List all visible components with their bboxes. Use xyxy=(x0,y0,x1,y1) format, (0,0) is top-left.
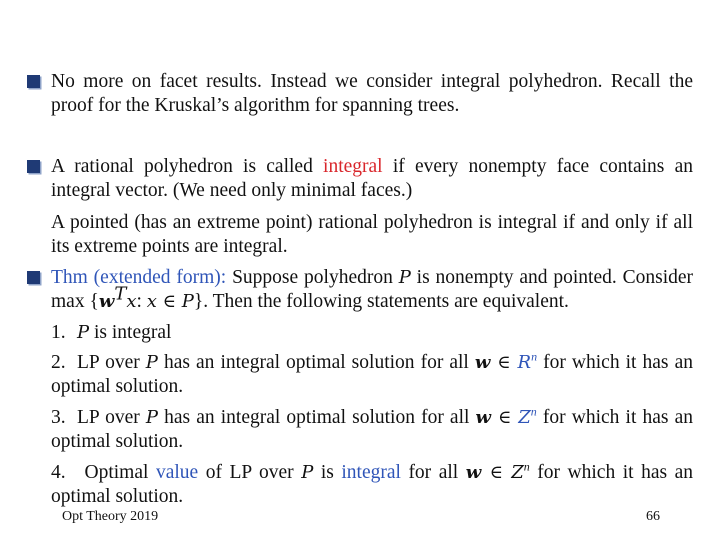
math-w: w xyxy=(475,407,492,428)
item-text: for which it has an optimal solution. xyxy=(51,462,693,507)
item-number: 4. xyxy=(51,462,66,483)
item-text: for which it has an optimal solution. xyxy=(51,407,693,452)
list-item-1 xyxy=(51,321,693,345)
item-text: LP over xyxy=(77,352,146,373)
theorem-label: Thm (extended form): xyxy=(51,267,227,288)
paragraph-text: A pointed (has an extreme point) rational polyhedron is integral if and only if all its extreme points are integral. xyxy=(51,212,693,257)
paragraph-text: if every nonempty face contains an integral vector. (We need only minimal faces.) xyxy=(51,156,693,201)
item-text: LP over xyxy=(77,407,146,428)
theorem-text: Suppose polyhedron xyxy=(226,267,399,288)
theorem-text: : xyxy=(136,291,147,312)
math-set-Z: Z xyxy=(511,462,524,483)
math-P: P xyxy=(77,322,90,343)
math-P: P xyxy=(301,462,314,483)
square-bullet-icon xyxy=(27,160,40,173)
footer-course-title: Opt Theory 2019 xyxy=(62,509,159,524)
math-x: x xyxy=(146,291,157,312)
square-bullet-icon xyxy=(27,271,40,284)
highlight-integral: integral xyxy=(323,156,383,177)
list-item-4 xyxy=(51,461,693,509)
item-text: for all xyxy=(400,462,466,483)
math-P: P xyxy=(145,352,158,373)
item-text: has an integral optimal solution for all xyxy=(158,407,476,428)
list-item-3 xyxy=(51,406,693,454)
square-bullet-icon xyxy=(27,75,40,88)
math-in: ∈ xyxy=(490,352,518,373)
math-set-R: R xyxy=(517,352,532,373)
footer-page-number: 66 xyxy=(646,509,660,524)
theorem-text: is nonempty and pointed. Consider max { xyxy=(51,267,694,312)
paragraph-text: No more on facet results. Instead we consider integral polyhedron. Recall the proof for the Kruskal’s algorithm for spanning trees. xyxy=(51,71,693,116)
bullet-paragraph-facet xyxy=(51,70,693,118)
math-set-Z: Z xyxy=(518,407,531,428)
math-x: x xyxy=(126,291,137,312)
item-number: 1. xyxy=(51,322,66,343)
item-text: is xyxy=(313,462,342,483)
theorem-text: }. Then the following statements are equivalent. xyxy=(193,291,569,312)
math-w: w xyxy=(465,462,482,483)
item-text: Optimal xyxy=(77,462,156,483)
list-item-2 xyxy=(51,351,693,399)
item-number: 2. xyxy=(51,352,66,373)
math-exponent-n: n xyxy=(530,404,537,419)
math-transpose: T xyxy=(114,283,127,305)
math-in: ∈ xyxy=(156,291,182,312)
math-w: w xyxy=(474,352,491,373)
bullet-paragraph-theorem xyxy=(51,266,693,314)
math-in: ∈ xyxy=(481,462,512,483)
item-text: for which it has an optimal solution. xyxy=(51,352,693,397)
math-exponent-n: n xyxy=(531,349,538,364)
math-w: w xyxy=(98,291,115,312)
math-exponent-n: n xyxy=(523,459,530,474)
item-text: has an integral optimal solution for all xyxy=(157,352,475,373)
math-P: P xyxy=(398,267,411,288)
item-number: 3. xyxy=(51,407,66,428)
highlight-value: value xyxy=(155,462,199,483)
bullet-paragraph-integral-definition xyxy=(51,155,693,203)
math-P: P xyxy=(145,407,159,428)
highlight-integral: integral xyxy=(341,462,401,483)
math-P: P xyxy=(181,291,194,312)
paragraph-text: A rational polyhedron is called xyxy=(51,156,324,177)
math-in: ∈ xyxy=(491,407,519,428)
paragraph-pointed-polyhedron xyxy=(51,211,693,259)
item-text: of LP over xyxy=(198,462,302,483)
item-text: is integral xyxy=(89,322,172,343)
